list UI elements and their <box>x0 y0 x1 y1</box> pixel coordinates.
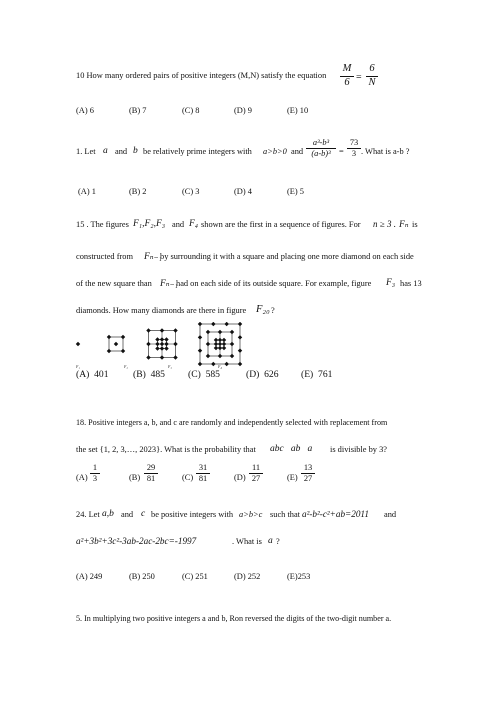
f3-diamond <box>174 356 178 360</box>
q15-line1-mid: shown are the first in a sequence of figures. For <box>201 220 361 229</box>
q15-f3: F₃ <box>386 278 396 288</box>
f1-diamond <box>76 342 80 346</box>
q24-option-a: (A) 249 <box>76 572 103 581</box>
q18-option-b-fraction: $\frac{29}{81}$ <box>144 464 158 484</box>
q15-line3-mid: had on each side of its outside square. For example, figure <box>176 279 372 288</box>
q15-line3-end: has 13 <box>400 279 422 288</box>
f4-diamond <box>230 330 234 334</box>
q1-cube-fraction: $\frac{\text{a³-b³}}{\text{(a-b)³}}$ <box>306 139 336 159</box>
q15-fn-minus-1-second: Fₙ₋₁ <box>160 279 178 289</box>
f4-diamond <box>225 322 229 326</box>
f4-diamond <box>225 362 229 366</box>
q15-option-c: (C) 585 <box>188 369 220 380</box>
f3-diamond <box>147 356 151 360</box>
q15-option-d: (D) 626 <box>246 369 279 380</box>
f3-diamond <box>156 338 160 342</box>
q24-option-b: (B) 250 <box>129 572 155 581</box>
q15-option-e: (E) 761 <box>301 369 333 380</box>
q1-lead: 1. Let <box>76 147 96 156</box>
q18-option-c-label: (C) <box>182 473 194 482</box>
q15-fig-label-f1: F₁ <box>76 364 80 369</box>
q10-option-e: (E) 10 <box>287 106 309 115</box>
f4-diamond <box>238 322 242 326</box>
q24-condition: a>b>c <box>239 510 263 519</box>
q10-stem: 10 How many ordered pairs of positive integers (M,N) satisfy the equation <box>76 71 327 80</box>
q24-line1-mid: be positive integers with <box>151 510 234 519</box>
f4-diamond <box>198 362 202 366</box>
q10-fraction-6-over-n: $\frac{6}{N}$ <box>366 64 378 88</box>
q24-such-that: such that <box>270 510 301 519</box>
f4-diamond <box>230 354 234 358</box>
q1-option-e: (E) 5 <box>287 187 304 196</box>
q15-f20: F₂₀ <box>256 304 270 315</box>
q1-option-c: (C) 3 <box>182 187 200 196</box>
f4-diamond <box>238 362 242 366</box>
f4-diamond <box>198 349 202 353</box>
q1-and: and <box>115 147 128 156</box>
q24-equation-2: a²+3b²+3c²-3ab-2ac-2bc=-1997 <box>76 536 197 546</box>
f4-diamond <box>198 322 202 326</box>
q15-f4: F₄ <box>189 219 199 229</box>
q15-option-a: (A) 401 <box>76 369 109 380</box>
f3-diamond <box>165 338 169 342</box>
f3-diamond <box>156 347 160 351</box>
q24-line1-start: 24. Let <box>76 510 100 519</box>
q15-and: and <box>172 220 185 229</box>
q24-and: and <box>121 510 134 519</box>
q15-diamond-figures <box>70 322 260 372</box>
q1-var-a: a <box>103 146 108 156</box>
q15-line1-start: 15 . The figures <box>76 220 129 229</box>
q10-option-d: (D) 9 <box>234 106 252 115</box>
q24-vars-ab: a,b <box>102 509 114 519</box>
f4-diamond <box>198 336 202 340</box>
q1-mid-text: be relatively prime integers with <box>143 147 252 156</box>
q1-fraction-73-over-3: $\frac{73}{3}$ <box>347 139 361 159</box>
q18-option-c-fraction: $\frac{31}{81}$ <box>196 464 210 484</box>
q24-var-c: c <box>141 509 146 519</box>
q15-fn-minus-1: Fₙ₋₁ <box>144 252 162 262</box>
q15-line2-rest: by surrounding it with a square and placing one more diamond on each side <box>160 252 414 261</box>
q15-line4-end: ? <box>271 306 275 315</box>
q15-line3-start: of the new square than <box>76 279 152 288</box>
q1-condition: a>b>0 <box>263 147 287 156</box>
q24-question-mark: ? <box>276 537 280 546</box>
q24-var-a: a <box>268 536 273 546</box>
q15-fn: Fₙ <box>399 220 409 230</box>
q15-line4-start: diamonds. How many diamonds are there in figure <box>76 306 247 315</box>
q15-figures-f1-f3: F₁,F₂,F₃ <box>133 219 166 229</box>
q18-option-b-label: (B) <box>129 473 141 482</box>
q18-expression: abc ab a <box>270 444 313 454</box>
f2-diamond <box>107 335 111 339</box>
q1-question-tail: . What is a-b ? <box>361 147 410 156</box>
f4-diamond <box>206 354 210 358</box>
q10-equals: = <box>356 72 362 83</box>
f4-diamond <box>212 322 216 326</box>
f3-diamond <box>174 329 178 333</box>
q10-option-c: (C) 8 <box>182 106 200 115</box>
f2-diamond <box>107 349 111 353</box>
f2-diamond <box>121 349 125 353</box>
f2-diamond <box>121 335 125 339</box>
f4-diamond <box>238 336 242 340</box>
q1-option-d: (D) 4 <box>234 187 252 196</box>
q18-line2-end: is divisible by 3? <box>330 445 387 454</box>
q15-option-b: (B) 485 <box>133 369 165 380</box>
q10-fraction-m-over-6: $\frac{M}{6}$ <box>340 64 354 88</box>
q1-var-b: b <box>133 146 138 156</box>
q24-option-c: (C) 251 <box>182 572 208 581</box>
q18-line1: 18. Positive integers a, b, and c are randomly and independently selected with replacement from <box>76 418 388 427</box>
q1-option-b: (B) 2 <box>129 187 147 196</box>
q10-option-b: (B) 7 <box>129 106 147 115</box>
q18-option-a-fraction: $\frac{1}{3}$ <box>90 464 100 484</box>
q15-is: is <box>412 220 418 229</box>
q15-n-ge-3: n ≥ 3 . <box>373 219 396 229</box>
q5-line1: 5. In multiplying two positive integers a and b, Ron reversed the digits of the two-digit number a. <box>76 614 392 623</box>
q18-line2-start: the set {1, 2, 3,…, 2023}. What is the probability that <box>76 445 256 454</box>
q10-option-a: (A) 6 <box>76 106 94 115</box>
q15-fig-label-f3: F₃ <box>168 364 172 369</box>
q15-fig-label-f4: F₄ <box>218 364 222 369</box>
f4-diamond <box>222 338 226 342</box>
f3-diamond <box>147 329 151 333</box>
f4-diamond <box>206 330 210 334</box>
q24-and2: and <box>384 510 397 519</box>
q18-option-e-label: (E) <box>287 473 298 482</box>
f4-diamond <box>238 349 242 353</box>
q18-option-d-label: (D) <box>234 473 246 482</box>
q1-equals: = <box>339 147 344 156</box>
q15-fig-label-f2: F₂ <box>124 364 128 369</box>
f4-diamond <box>214 338 218 342</box>
q1-and2: and <box>291 147 304 156</box>
f4-diamond <box>222 346 226 350</box>
q24-option-e: (E)253 <box>287 572 311 581</box>
q18-option-a-label: (A) <box>76 473 88 482</box>
q18-option-e-fraction: $\frac{13}{27}$ <box>301 464 315 484</box>
f4-diamond <box>212 362 216 366</box>
q24-equation-1: a²-b²-c²+ab=2011 <box>302 509 369 519</box>
f4-diamond <box>214 346 218 350</box>
q1-option-a: (A) 1 <box>78 187 96 196</box>
f2-diamond <box>114 342 118 346</box>
f3-diamond <box>165 347 169 351</box>
q24-option-d: (D) 252 <box>234 572 261 581</box>
q15-line2-start: constructed from <box>76 252 133 261</box>
q18-option-d-fraction: $\frac{11}{27}$ <box>249 464 263 484</box>
q24-what-is: . What is <box>232 537 262 546</box>
